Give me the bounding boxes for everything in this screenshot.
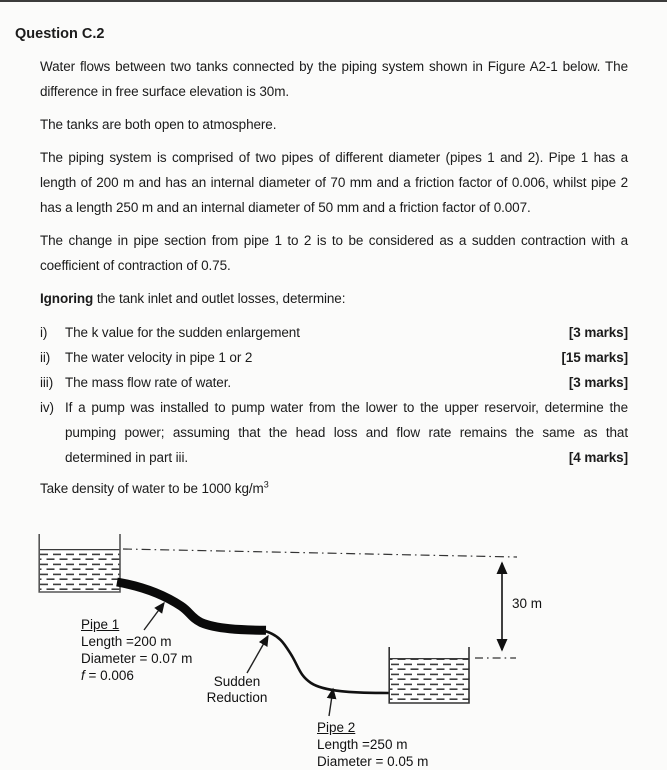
density-text: Take density of water to be 1000 kg/m	[40, 481, 264, 496]
lower-tank	[389, 647, 469, 703]
question-item-ii	[40, 345, 628, 370]
datum-line	[123, 549, 517, 557]
pipe1-diameter: Diameter = 0.07 m	[81, 651, 193, 666]
paragraph-piping: The piping system is comprised of two pipes of different diameter (pipes 1 and 2). Pipe 1 has a length of 200 m and has an internal diameter of 70 mm and a friction factor of 0.006, whilst pipe 2 has a length 250 m and an internal diameter of 50 mm and a friction factor of 0.007.	[40, 150, 628, 215]
pipe2-title: Pipe 2	[317, 720, 356, 735]
density-note	[40, 476, 628, 501]
pipe2-length: Length =250 m	[317, 737, 408, 752]
pipe1-title: Pipe 1	[81, 617, 120, 632]
ignoring-rest: the tank inlet and outlet losses, determine:	[93, 291, 346, 306]
item-number: iv)	[40, 400, 54, 415]
pipe2-pointer-arrow	[329, 689, 333, 716]
sudden-reduction-pointer-arrow	[247, 636, 268, 673]
paragraph-intro: Water flows between two tanks connected by the piping system shown in Figure A2-1 below. The difference in free surface elevation is 30m.	[40, 59, 628, 99]
pipe1-friction	[81, 667, 192, 684]
pipe2-shape	[265, 631, 389, 693]
density-superscript: 3	[263, 479, 269, 490]
sudden-reduction-line1: Sudden	[213, 674, 261, 689]
item-number: iii)	[40, 375, 54, 390]
page-title: Question C.2	[15, 26, 105, 42]
item-text: The k value for the sudden enlargement	[65, 325, 300, 340]
question-item-i	[40, 320, 628, 345]
marks-badge: [4 marks]	[568, 450, 628, 465]
paragraph-ignoring	[40, 286, 628, 311]
upper-tank	[39, 534, 120, 592]
elevation-value-label: 30 m	[512, 596, 543, 611]
pipe1-length: Length =200 m	[81, 634, 172, 649]
marks-badge: [3 marks]	[568, 375, 628, 390]
item-text: If a pump was installed to pump water from the lower to the upper reservoir, determine the pumping power; assuming that the head loss and flow rate remains the same as that determined in part iii.	[65, 400, 628, 465]
pipe2-diameter: Diameter = 0.05 m	[317, 754, 429, 769]
item-text: The mass flow rate of water.	[65, 375, 232, 390]
question-body	[40, 54, 628, 509]
item-text: The water velocity in pipe 1 or 2	[65, 350, 253, 365]
paragraph-tanks: The tanks are both open to atmosphere.	[40, 117, 277, 132]
question-item-iv	[40, 395, 628, 470]
question-list	[40, 320, 628, 470]
marks-badge: [15 marks]	[561, 350, 628, 365]
item-number: ii)	[40, 350, 51, 365]
question-item-iii	[40, 370, 628, 395]
friction-value: = 0.006	[84, 668, 134, 683]
pipe1-label	[81, 616, 192, 684]
paragraph-contraction: The change in pipe section from pipe 1 to 2 is to be considered as a sudden contraction with a coefficient of contraction of 0.75.	[40, 233, 628, 273]
marks-badge: [3 marks]	[568, 325, 628, 340]
figure-a2-1	[0, 522, 667, 770]
item-number: i)	[40, 325, 48, 340]
sudden-reduction-line2: Reduction	[206, 690, 268, 705]
friction-symbol: f	[81, 668, 85, 683]
sudden-reduction-label	[196, 674, 278, 706]
ignoring-emphasis: Ignoring	[40, 291, 94, 306]
pipe2-label	[317, 719, 428, 770]
